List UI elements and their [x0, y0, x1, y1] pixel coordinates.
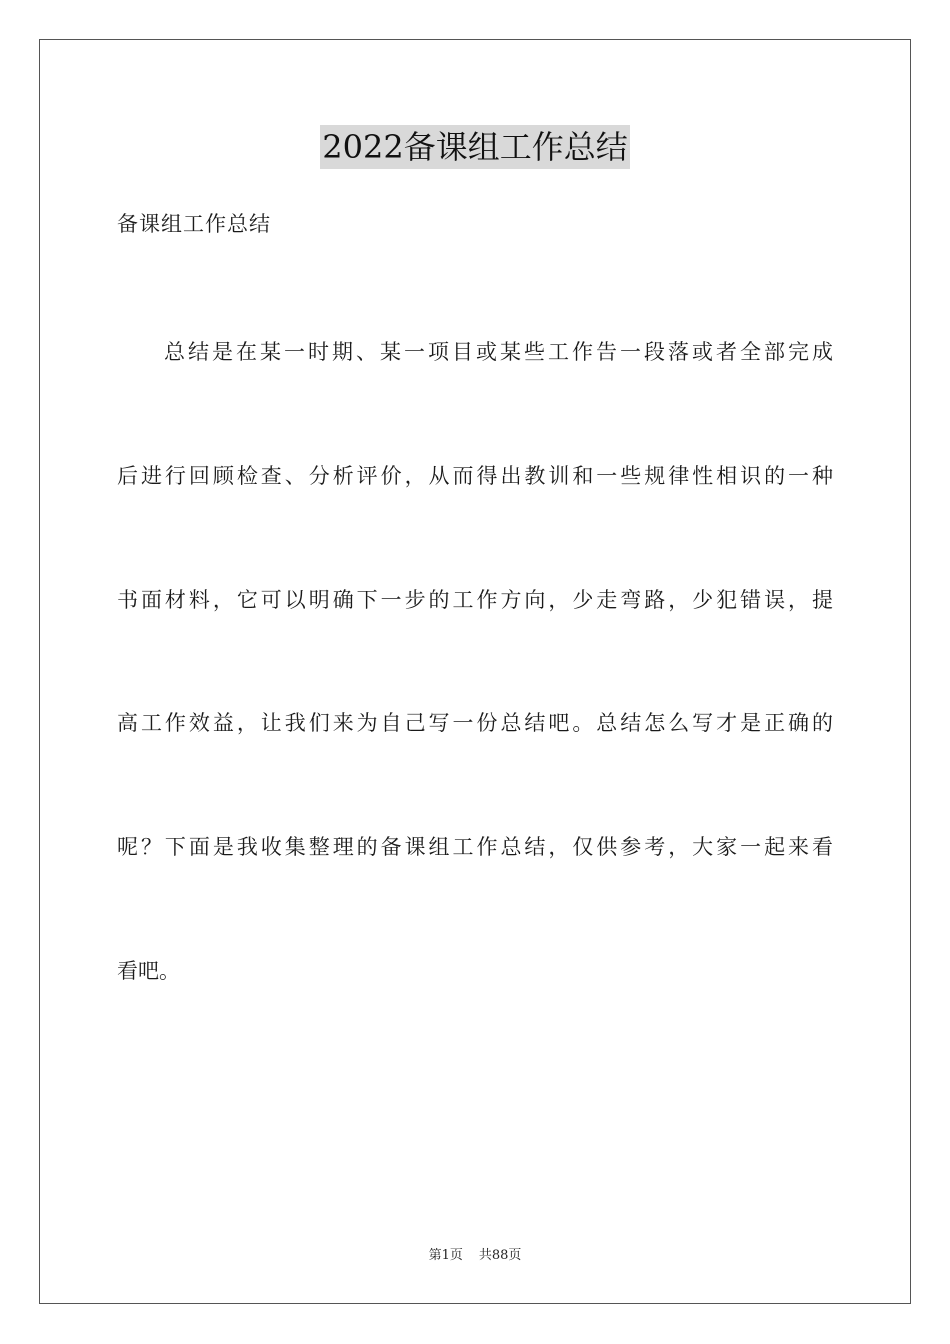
paragraph-line: 看吧。 — [117, 959, 180, 983]
paragraph-line: 高工作效益，让我们来为自己写一份总结吧。总结怎么写才是正确的 — [117, 711, 833, 735]
paragraph-line: 总结是在某一时期、某一项目或某些工作告一段落或者全部完成 — [164, 340, 833, 364]
document-subtitle: 备课组工作总结 — [117, 212, 271, 236]
title-container — [0, 125, 950, 169]
total-pages: 共88页 — [478, 1248, 522, 1263]
paragraph-line: 书面材料，它可以明确下一步的工作方向，少走弯路，少犯错误，提 — [117, 588, 833, 612]
paragraph-line: 后进行回顾检查、分析评价，从而得出教训和一些规律性相识的一种 — [117, 464, 833, 488]
paragraph-line: 呢？下面是我收集整理的备课组工作总结，仅供参考，大家一起来看 — [117, 835, 833, 859]
document-title: 2022备课组工作总结 — [320, 125, 629, 169]
page-footer — [0, 1247, 950, 1265]
page-number: 第1页 — [428, 1248, 463, 1263]
